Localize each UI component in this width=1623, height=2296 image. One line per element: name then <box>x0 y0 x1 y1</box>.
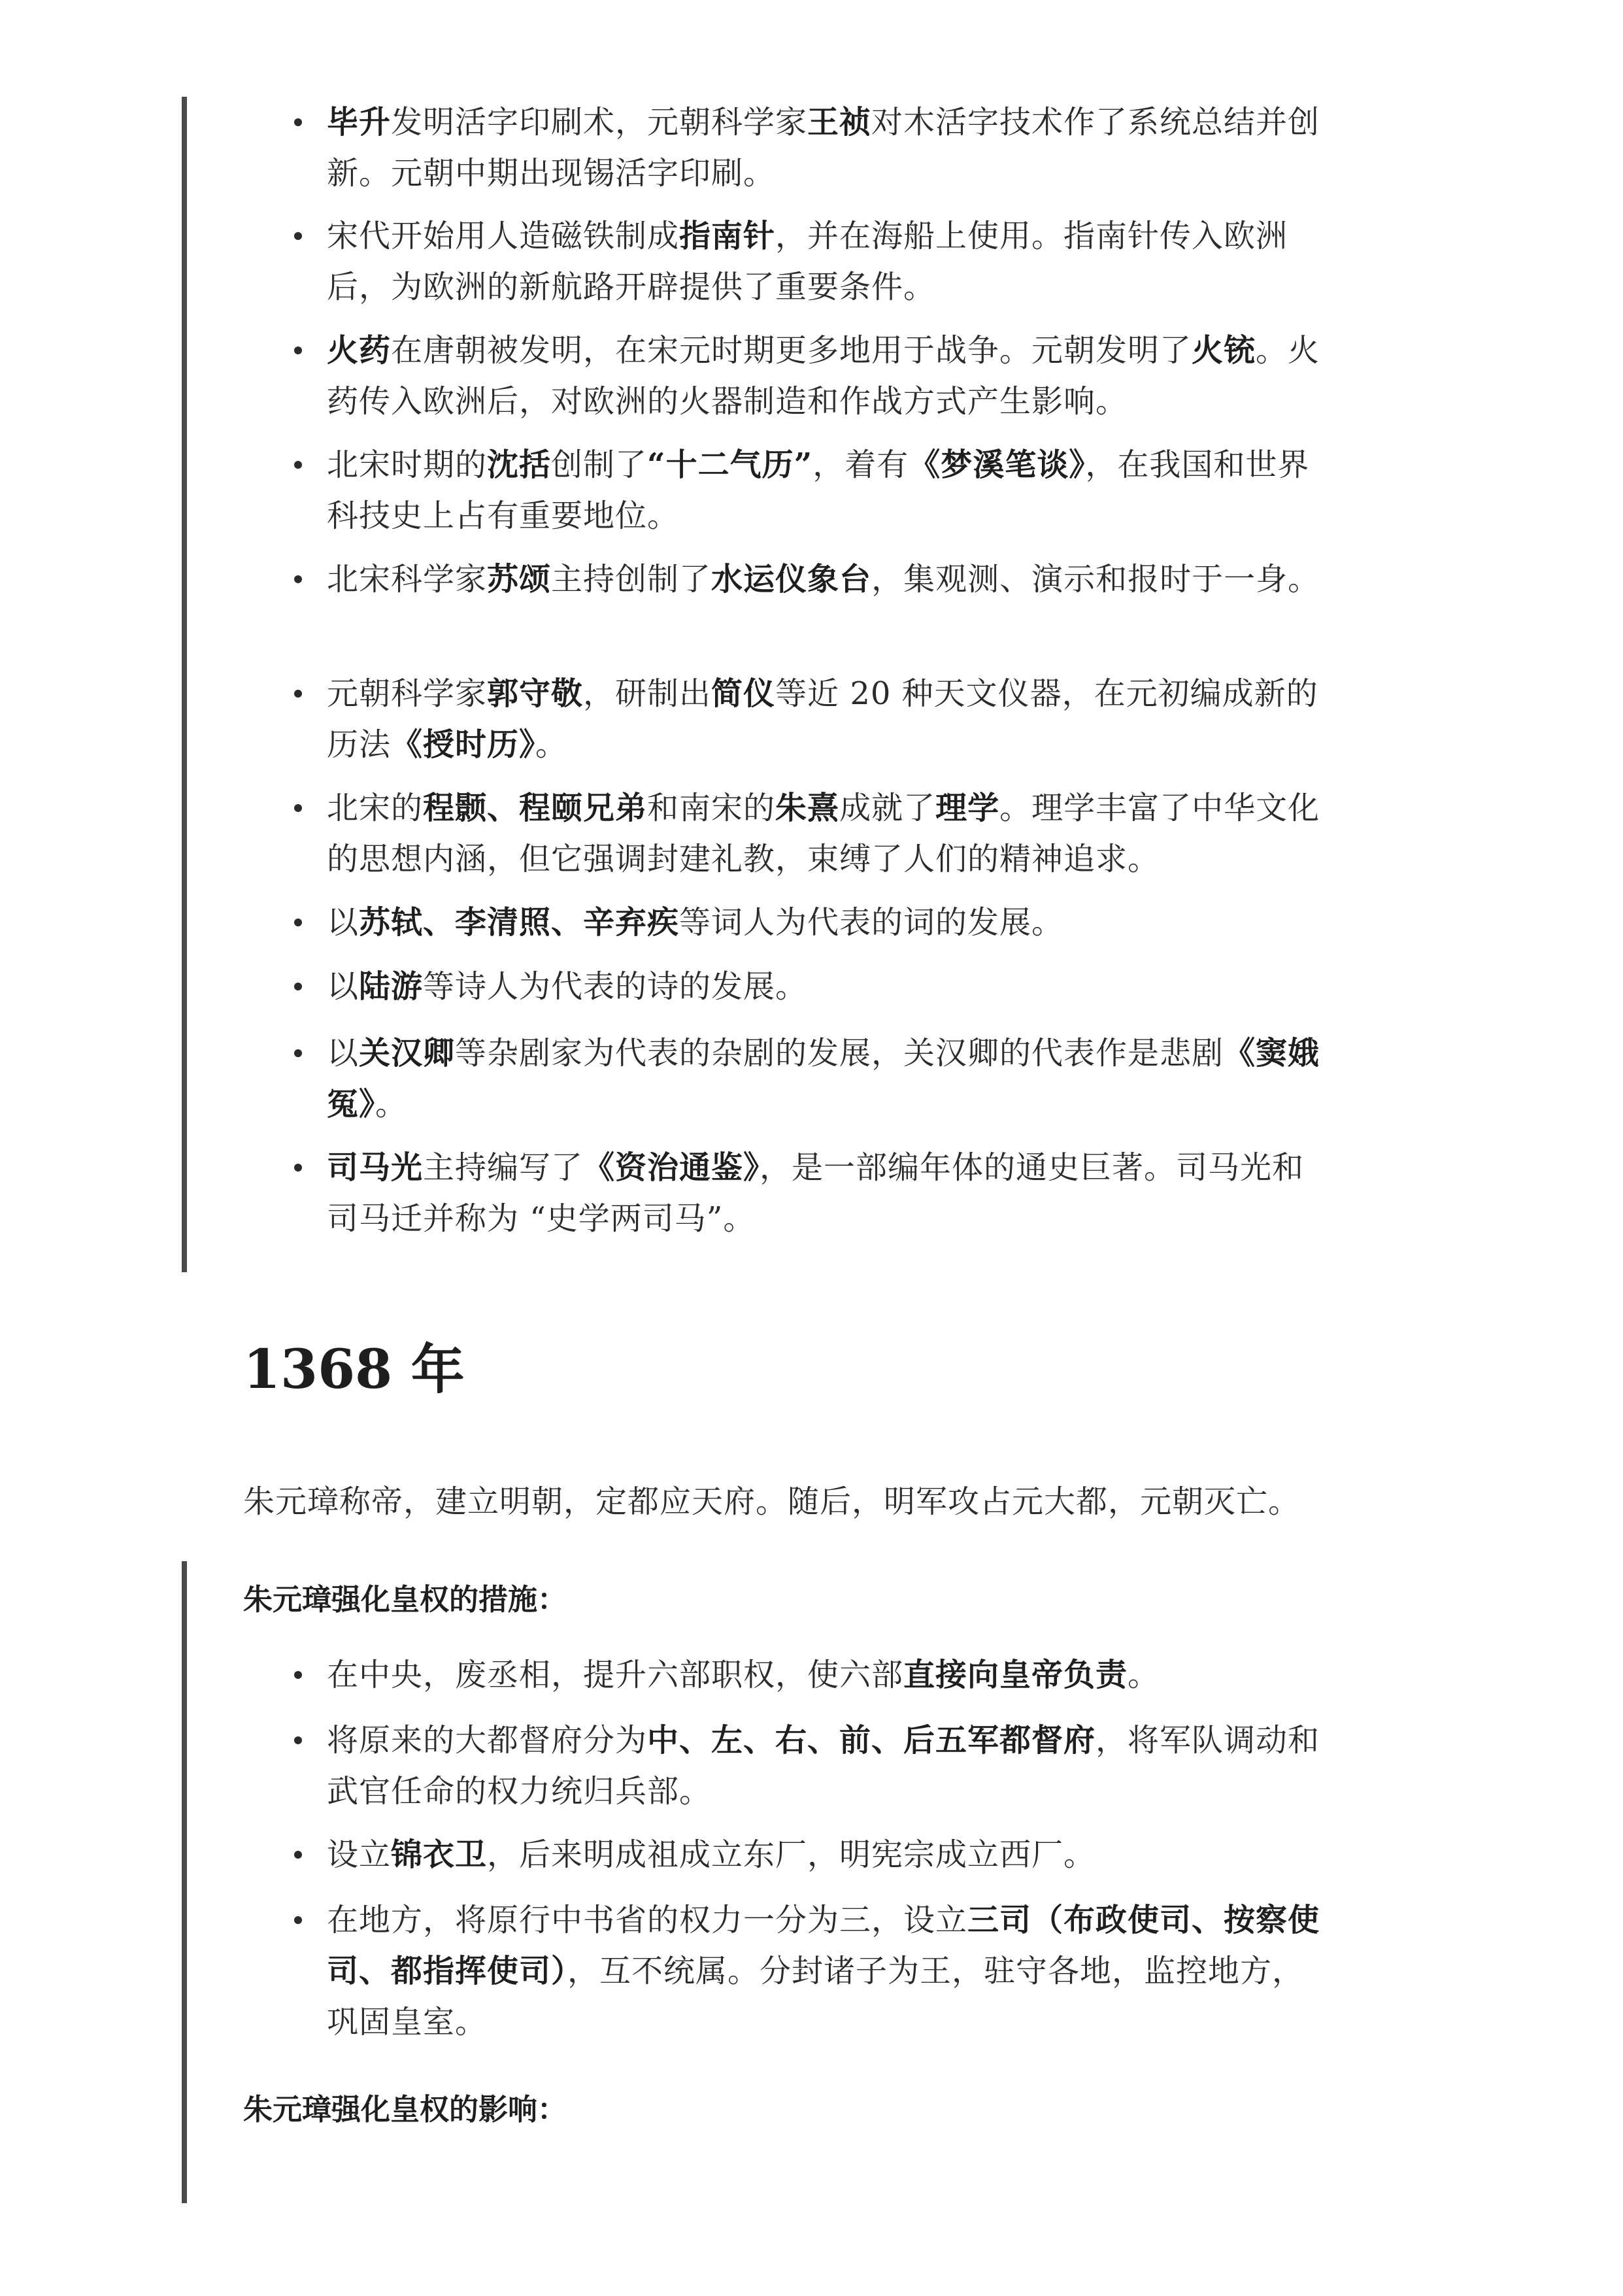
emphasis-text: 中、左、右、前、后五军都督府 <box>647 1722 1096 1759</box>
emphasis-text: 朱熹 <box>775 790 840 826</box>
emphasis-text: 郭守敬 <box>487 675 584 712</box>
item-text: 主持创制了 <box>551 561 712 598</box>
item-text: ，研制出 <box>583 675 712 712</box>
emphasis-text: 指南针 <box>679 218 776 254</box>
list-item <box>327 97 1333 199</box>
bullet-icon <box>294 690 302 698</box>
emphasis-text: “十二气历” <box>647 447 813 483</box>
item-text: 。理学丰富了中华文化的思想内涵，但它强调封建礼教，束缚了人们的精神追求。 <box>327 790 1320 877</box>
item-text: 创制了 <box>551 447 648 483</box>
item-text: ，集观测、演示和报时于一身。 <box>871 561 1320 598</box>
list-item <box>327 439 1333 541</box>
item-text: 等杂剧家为代表的杂剧的发展，关汉卿的代表作是悲剧 <box>455 1035 1224 1072</box>
item-text: 北宋的 <box>327 790 424 826</box>
bullet-icon <box>294 575 302 583</box>
list-item <box>327 554 1333 605</box>
item-text: 在中央，废丞相，提升六部职权，使六部 <box>327 1657 904 1693</box>
item-text: ，是一部编年体的通史巨著。司马光和司马迁并称为 “史学两司马”。 <box>327 1149 1305 1237</box>
list-item <box>327 211 1333 312</box>
measures-subheading: 朱元璋强化皇权的措施： <box>243 1582 567 1617</box>
list-item <box>327 1829 1333 1880</box>
item-text: 北宋科学家 <box>327 561 488 598</box>
item-text: 成就了 <box>839 790 936 826</box>
item-text: 在地方，将原行中书省的权力一分为三，设立 <box>327 1902 968 1938</box>
bullet-icon <box>294 461 302 469</box>
emphasis-text: 苏颂 <box>487 561 552 598</box>
emphasis-text: 《资治通鉴》 <box>583 1149 760 1186</box>
bullet-icon <box>294 1851 302 1859</box>
emphasis-text: 毕升 <box>327 104 392 141</box>
item-text: 等诗人为代表的诗的发展。 <box>423 968 808 1005</box>
influence-subheading: 朱元璋强化皇权的影响： <box>243 2092 567 2127</box>
emphasis-text: 三司（布政使司、按察使司、都指挥使司） <box>327 1902 1320 1989</box>
section-paragraph: 朱元璋称帝，建立明朝，定都应天府。随后，明军攻占元大都，元朝灭亡。 <box>243 1483 1301 1520</box>
bullet-icon <box>294 983 302 990</box>
emphasis-text: 理学 <box>935 790 1000 826</box>
emphasis-text: 火药 <box>327 332 392 369</box>
bullet-icon <box>294 1164 302 1172</box>
bullet-icon <box>294 804 302 812</box>
list-item <box>327 1895 1333 2048</box>
item-text: 。 <box>535 726 568 763</box>
emphasis-text: 《授时历》 <box>391 726 536 763</box>
emphasis-text: 陆游 <box>359 968 424 1005</box>
emphasis-text: 《梦溪笔谈》 <box>909 447 1086 483</box>
item-text: 设立 <box>327 1836 392 1873</box>
section-heading-1368: 1368 年 <box>243 1338 465 1401</box>
list-item <box>327 1142 1333 1244</box>
item-text: 等词人为代表的词的发展。 <box>679 904 1064 941</box>
item-text: 和南宋的 <box>647 790 776 826</box>
bullet-icon <box>294 1049 302 1057</box>
item-text: ，并在海船上使用。指南针传入欧洲后，为欧洲的新航路开辟提供了重要条件。 <box>327 218 1288 305</box>
item-text: 以 <box>327 1035 360 1072</box>
bullet-icon <box>294 346 302 354</box>
bullet-icon <box>294 232 302 240</box>
item-text: 以 <box>327 968 360 1005</box>
bullet-icon <box>294 1916 302 1924</box>
emphasis-text: 关汉卿 <box>359 1035 456 1072</box>
item-text: ，将军队调动和武官任命的权力统归兵部。 <box>327 1722 1320 1810</box>
emphasis-text: 火铳 <box>1192 332 1256 369</box>
item-text: 元朝科学家 <box>327 675 488 712</box>
emphasis-text: 水运仪象台 <box>711 561 872 598</box>
item-text: 。 <box>1128 1657 1160 1693</box>
emphasis-text: 直接向皇帝负责 <box>903 1657 1128 1693</box>
item-text: ，着有 <box>812 447 909 483</box>
item-text: 将原来的大都督府分为 <box>327 1722 648 1759</box>
item-text: 等近 20 种天文仪器，在元初编成新的历法 <box>327 675 1318 763</box>
item-text: ，在我国和世界科技史上占有重要地位。 <box>327 447 1310 534</box>
list-item <box>327 783 1333 885</box>
emphasis-text: 简仪 <box>711 675 776 712</box>
item-text: 。火药传入欧洲后，对欧洲的火器制造和作战方式产生影响。 <box>327 332 1320 420</box>
list-item <box>327 1715 1333 1817</box>
item-text: 宋代开始用人造磁铁制成 <box>327 218 680 254</box>
list-item <box>327 1028 1333 1130</box>
item-text: 主持编写了 <box>423 1149 584 1186</box>
list-item <box>327 668 1333 770</box>
list-item <box>327 897 1333 948</box>
emphasis-text: 锦衣卫 <box>391 1836 488 1873</box>
bullet-icon <box>294 118 302 126</box>
bullet-icon <box>294 1671 302 1679</box>
emphasis-text: 王祯 <box>807 104 872 141</box>
item-text: 对木活字技术作了系统总结并创新。元朝中期出现锡活字印刷。 <box>327 104 1320 192</box>
bullet-icon <box>294 1736 302 1744</box>
emphasis-text: 司马光 <box>327 1149 424 1186</box>
item-text: 在唐朝被发明，在宋元时期更多地用于战争。元朝发明了 <box>391 332 1192 369</box>
item-text: ，后来明成祖成立东厂，明宪宗成立西厂。 <box>487 1836 1096 1873</box>
list-item <box>327 961 1333 1012</box>
emphasis-text: 苏轼、李清照、辛弃疾 <box>359 904 680 941</box>
item-text: 以 <box>327 904 360 941</box>
bullet-icon <box>294 919 302 926</box>
item-text: 。 <box>375 1086 408 1123</box>
emphasis-text: 程颢、程颐兄弟 <box>423 790 648 826</box>
list-item <box>327 325 1333 427</box>
item-text: 发明活字印刷术，元朝科学家 <box>391 104 808 141</box>
emphasis-text: 《窦娥冤》 <box>327 1035 1320 1123</box>
emphasis-text: 沈括 <box>487 447 552 483</box>
item-text: 北宋时期的 <box>327 447 488 483</box>
list-item <box>327 1649 1333 1700</box>
item-text: ，互不统属。分封诸子为王，驻守各地，监控地方，巩固皇室。 <box>327 1953 1305 2040</box>
